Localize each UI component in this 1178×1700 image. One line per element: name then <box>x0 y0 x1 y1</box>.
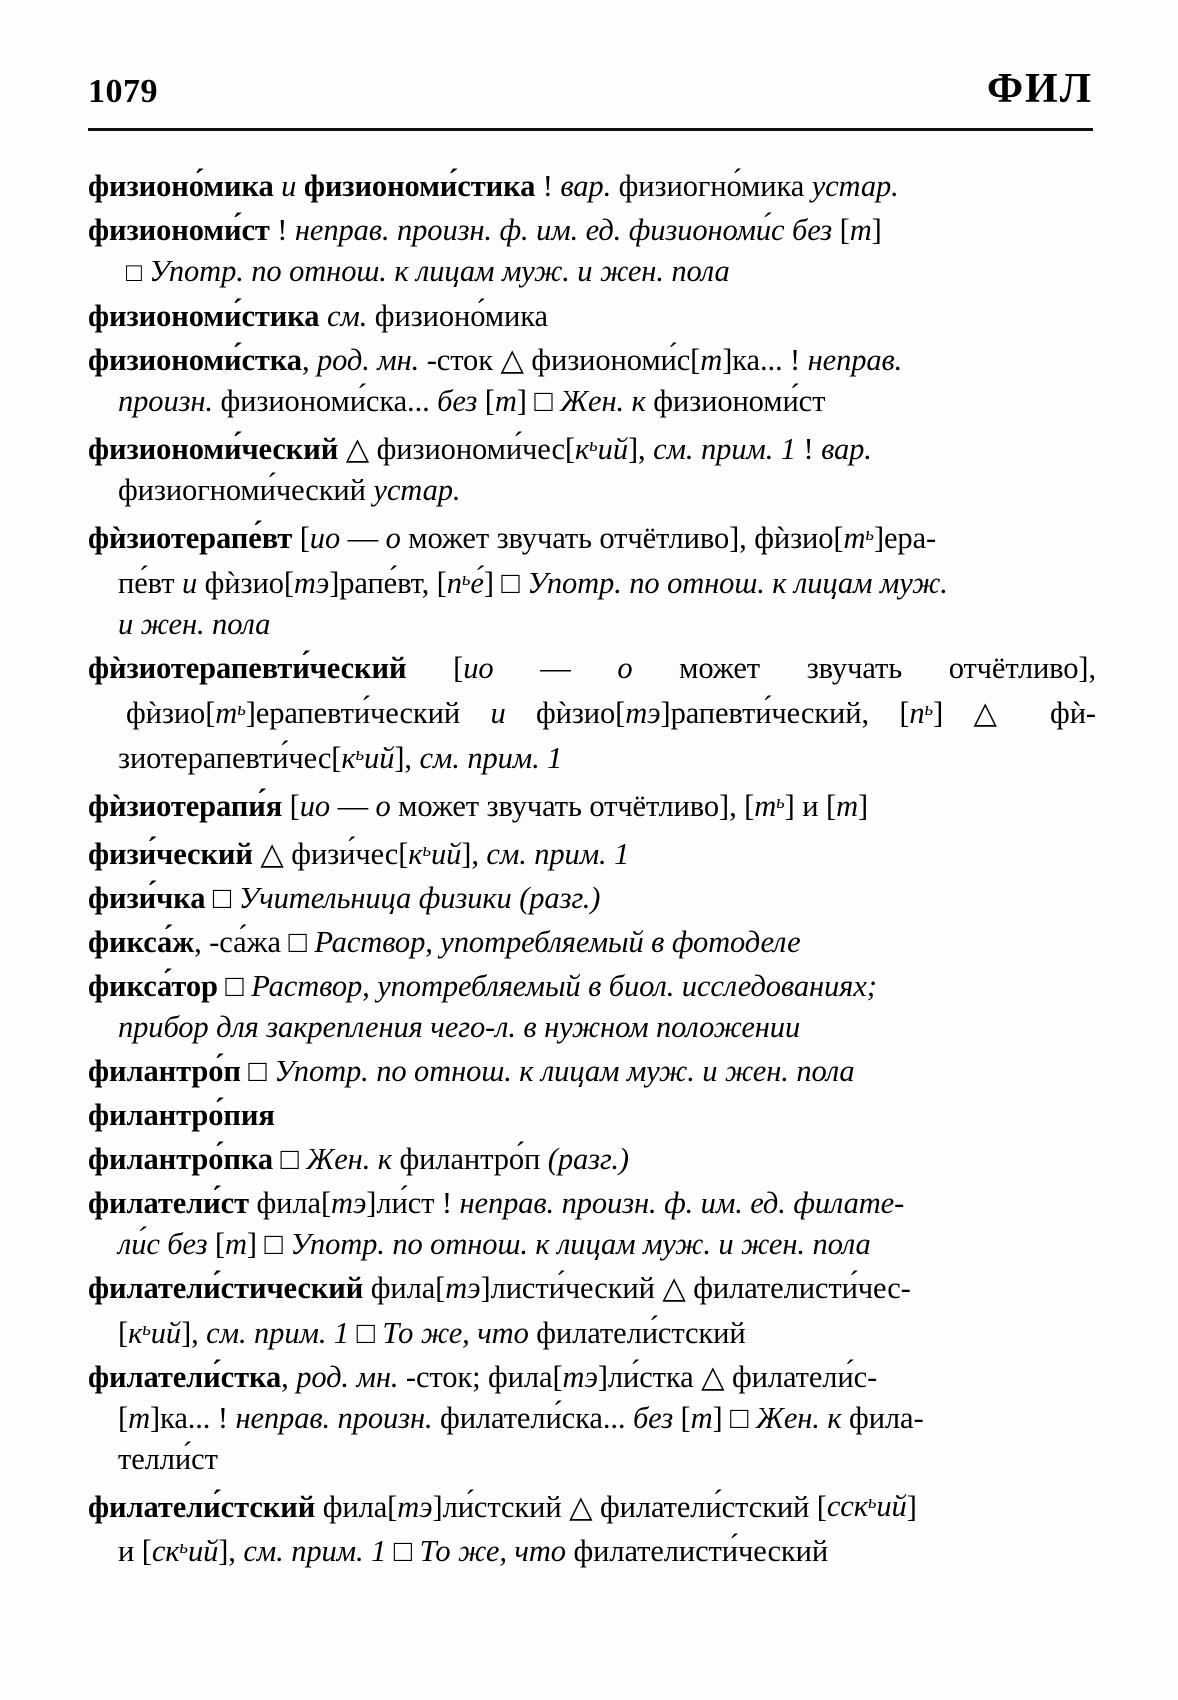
roman-text: фѝзио[ <box>505 695 626 730</box>
roman-text: , <box>281 1359 297 1394</box>
label-italic-text: и <box>281 169 297 203</box>
label-italic-text: неправ. произн. ф. им. ед. <box>459 1185 786 1220</box>
roman-text: ]ка... ! <box>150 1400 236 1435</box>
roman-text: ! <box>535 169 561 203</box>
roman-text: — <box>340 520 386 555</box>
headword-text: физиономи́стика <box>303 169 536 203</box>
entry-continuation-line <box>88 470 1096 511</box>
label-italic-text: о <box>617 650 633 685</box>
roman-text: фила[ <box>315 1489 398 1524</box>
entry-continuation-line <box>88 1007 1096 1048</box>
roman-text: , -са́жа □ <box>194 924 315 959</box>
headword-text: фикса́ж <box>88 924 195 959</box>
roman-text: фѝзио[ <box>126 695 216 730</box>
label-italic-text: неправ. произн. <box>235 1400 433 1435</box>
label-italic-text: см. <box>326 299 368 333</box>
entry-first-line <box>88 166 1096 207</box>
roman-text: ]ерапевти́ческий <box>245 695 491 730</box>
label-italic-text: т <box>700 343 723 377</box>
label-italic-text: без <box>632 1400 674 1435</box>
label-italic-text: физиономи́с <box>628 213 785 247</box>
entry-first-line <box>88 1357 1096 1398</box>
label-italic-text: $к^ьий$ <box>341 740 395 775</box>
headword-text: фикса́тор <box>88 968 218 1003</box>
entry-first-line <box>88 1095 1096 1136</box>
entry-first-line <box>88 1268 1096 1309</box>
roman-text: физиогно́мика <box>611 169 812 203</box>
label-italic-text: т <box>128 1400 150 1435</box>
label-italic-text: Жен. к <box>560 384 646 418</box>
roman-text: фила- <box>841 1400 924 1435</box>
label-italic-text: $т^ь$ <box>843 520 874 555</box>
entry-continuation-line <box>88 734 1096 779</box>
dictionary-entry <box>88 1139 1096 1180</box>
label-italic-text: неправ. произн. ф. им. ед. <box>294 213 622 247</box>
label-italic-text: устар. <box>811 169 899 203</box>
label-italic-text: ли́с без <box>118 1226 208 1261</box>
roman-text: ]ли́стский △ филатели́стский [ <box>432 1489 827 1524</box>
roman-text: — <box>330 788 376 823</box>
headword-text: физи́чка <box>88 880 206 915</box>
headword-text: филатели́ст <box>88 1185 249 1220</box>
roman-text: физиономи́ска... <box>212 384 438 418</box>
label-italic-text: $п^ье́$ <box>446 565 484 600</box>
roman-text: ], <box>394 740 420 775</box>
roman-text: — <box>493 650 618 685</box>
label-italic-text: и <box>181 565 198 600</box>
roman-text: ] □ <box>483 565 528 600</box>
label-italic-text: вар. <box>560 169 612 203</box>
label-italic-text: т <box>690 1400 713 1435</box>
label-italic-text: $п^ь$ <box>909 695 934 730</box>
label-italic-text: тэ <box>562 1359 598 1394</box>
label-italic-text: Раствор, употребляемый в фотоделе <box>314 924 801 959</box>
label-italic-text: тэ <box>397 1489 433 1524</box>
roman-text: □ <box>349 1315 383 1350</box>
dictionary-entry <box>88 1268 1096 1354</box>
roman-text: и [ <box>118 1534 152 1569</box>
roman-text: ], <box>218 1534 244 1569</box>
headword-text: физиономи́стка <box>88 343 302 377</box>
entry-first-line <box>88 782 1096 827</box>
headword-text: физи́ческий <box>88 836 253 871</box>
entry-first-line <box>88 1483 1096 1528</box>
dictionary-entry <box>88 878 1096 919</box>
entry-first-line <box>88 922 1096 963</box>
headword-text: физиономи́стика <box>88 299 320 333</box>
label-italic-text: тэ <box>331 1185 367 1220</box>
headword-text: филатели́стский <box>88 1489 316 1524</box>
roman-text: [ <box>477 384 495 418</box>
label-italic-text: и <box>490 695 506 730</box>
roman-text: зиотерапевти́чес[ <box>118 740 342 775</box>
roman-text: телли́ст <box>118 1441 218 1476</box>
roman-text: ]листи́ческий △ филателисти́чес- <box>480 1270 911 1305</box>
guide-word: ФИЛ <box>986 66 1093 112</box>
label-italic-text: $к^ьий$ <box>408 836 462 871</box>
roman-text: ] △ фѝ- <box>933 695 1096 730</box>
label-italic-text: То же, что <box>382 1315 529 1350</box>
roman-text: физиономи́ст <box>645 384 826 418</box>
label-italic-text: см. прим. 1 <box>653 431 796 466</box>
entry-first-line <box>88 425 1096 470</box>
running-head <box>88 66 1093 126</box>
roman-text: ], <box>181 1315 207 1350</box>
label-italic-text: тэ <box>625 695 661 730</box>
roman-text: ] □ <box>246 1226 291 1261</box>
roman-text: [ <box>673 1400 691 1435</box>
dictionary-entry <box>88 922 1096 963</box>
entry-list <box>88 166 1096 1575</box>
entry-first-line <box>88 878 1096 919</box>
roman-text: [ <box>406 650 464 685</box>
entry-first-line <box>88 340 1096 381</box>
roman-text: может звучать отчётливо], [ <box>390 788 755 823</box>
entry-first-line <box>88 1139 1096 1180</box>
roman-text: может звучать отчётливо], фѝзио[ <box>400 520 844 555</box>
label-italic-text: т <box>494 384 517 418</box>
header-rule <box>88 128 1093 131</box>
roman-text: [ <box>292 520 310 555</box>
dictionary-entry <box>88 782 1096 827</box>
label-italic-text: вар. <box>821 431 872 466</box>
dictionary-entry <box>88 296 1096 337</box>
entry-continuation-line <box>88 1309 1096 1354</box>
entry-first-line <box>88 1183 1096 1224</box>
entry-continuation-line <box>88 251 1096 293</box>
dictionary-entry <box>88 1483 1096 1573</box>
label-italic-text: $т^ь$ <box>215 695 246 730</box>
dictionary-entry <box>88 1095 1096 1136</box>
meaning-marker-icon: □ <box>126 258 142 287</box>
roman-text: фѝзио[ <box>197 565 294 600</box>
label-italic-text: $к^ьий$ <box>128 1315 182 1350</box>
roman-text: ] <box>858 788 869 823</box>
entry-first-line <box>88 648 1096 689</box>
roman-text: [ <box>207 1226 225 1261</box>
entry-continuation-line <box>88 559 1096 604</box>
roman-text: [ <box>282 788 300 823</box>
entry-first-line <box>88 1051 1096 1092</box>
roman-text: пе́вт <box>118 565 182 600</box>
roman-text: , <box>301 343 317 377</box>
label-italic-text: о <box>375 788 391 823</box>
roman-text: ]ера- <box>873 520 937 555</box>
roman-text: ]ка... ! <box>722 343 808 377</box>
label-italic-text: Жен. к <box>755 1400 842 1435</box>
roman-text: фила[ <box>363 1270 446 1305</box>
label-italic-text: о <box>385 520 401 555</box>
roman-text: □ <box>217 968 252 1003</box>
entry-first-line <box>88 210 1096 251</box>
page-number: 1079 <box>88 73 158 110</box>
roman-text: ], <box>461 836 487 871</box>
roman-text: ]ли́стка △ филатели́с- <box>597 1359 878 1394</box>
roman-text: -сток; фила[ <box>398 1359 563 1394</box>
entry-continuation-line <box>88 1224 1096 1265</box>
label-italic-text: (разг.) <box>547 1141 629 1176</box>
roman-text <box>296 169 304 203</box>
label-italic-text: тэ <box>445 1270 481 1305</box>
entry-first-line <box>88 830 1096 875</box>
headword-text: фѝзиотерапевти́ческий <box>88 650 407 685</box>
headword-text: филатели́стический <box>88 1270 364 1305</box>
label-italic-text: ио <box>463 650 494 685</box>
label-italic-text: $к^ьий$ <box>574 431 628 466</box>
label-italic-text: Раствор, употребляемый в биол. исследованиях; <box>251 968 877 1003</box>
headword-text: филатели́стка <box>88 1359 282 1394</box>
label-italic-text: см. прим. 1 <box>243 1534 387 1569</box>
label-italic-text: То же, что <box>419 1534 566 1569</box>
label-italic-text: $ск^ьий$ <box>151 1534 219 1569</box>
entry-first-line <box>88 514 1096 559</box>
label-italic-text: ио <box>299 788 331 823</box>
roman-text: фила[ <box>248 1185 332 1220</box>
roman-text: ] □ <box>712 1400 756 1435</box>
roman-text: филантро́п <box>391 1141 548 1176</box>
label-italic-text: произн. <box>118 384 213 418</box>
roman-text: ]рапе́вт, [ <box>329 565 447 600</box>
roman-text: ! <box>795 431 822 466</box>
label-italic-text: см. прим. 1 <box>419 740 563 775</box>
dictionary-entry <box>88 966 1096 1048</box>
label-italic-text: неправ. <box>807 343 903 377</box>
dictionary-entry <box>88 425 1096 511</box>
label-italic-text: и жен. пола <box>118 606 271 641</box>
entry-continuation-line <box>88 1398 1096 1439</box>
entry-continuation-line <box>88 604 1096 645</box>
label-italic-text: Жен. к <box>306 1141 392 1176</box>
roman-text: [ <box>118 1315 129 1350</box>
headword-text: филантро́п <box>88 1053 241 1088</box>
dictionary-entry <box>88 1183 1096 1265</box>
roman-text: ] <box>906 1489 917 1524</box>
dictionary-entry <box>88 210 1096 293</box>
roman-text: △ физи́чес[ <box>252 836 409 871</box>
label-italic-text: сск$^ь$ий <box>826 1489 907 1524</box>
roman-text: ] <box>871 213 882 247</box>
label-italic-text: т <box>224 1226 247 1261</box>
label-italic-text: $т^ь$ <box>754 788 785 823</box>
label-italic-text: см. прим. 1 <box>206 1315 350 1350</box>
headword-text: фѝзиотерапе́вт <box>88 520 293 555</box>
label-italic-text: тэ <box>293 565 330 600</box>
dictionary-entry <box>88 648 1096 779</box>
roman-text: ! <box>269 213 295 247</box>
label-italic-text: род. мн. <box>296 1359 399 1394</box>
label-italic-text: Употр. по отнош. к лицам муж. и жен. пола <box>274 1053 855 1088</box>
headword-text: физиономи́ческий <box>88 431 339 466</box>
roman-text: [ <box>832 213 850 247</box>
roman-text: ]рапевти́ческий, [ <box>660 695 910 730</box>
label-italic-text: ио <box>309 520 341 555</box>
entry-continuation-line <box>88 381 1096 422</box>
dictionary-entry <box>88 340 1096 422</box>
entry-first-line <box>88 966 1096 1007</box>
label-italic-text: прибор для закрепления чего-л. в нужном положении <box>118 1009 801 1044</box>
label-italic-text: см. прим. 1 <box>486 836 630 871</box>
entry-continuation-line <box>88 1439 1096 1480</box>
headword-text: физиономи́ст <box>88 213 270 247</box>
roman-text: ], <box>627 431 654 466</box>
label-italic-text: Употр. по отнош. к лицам муж. <box>527 565 948 600</box>
roman-text: ] □ <box>516 384 561 418</box>
label-italic-text: род. мн. <box>317 343 420 377</box>
headword-text: физионо́мика <box>88 169 274 203</box>
dictionary-entry <box>88 1357 1096 1480</box>
roman-text: □ <box>386 1534 420 1569</box>
roman-text: может звучать отчётливо], <box>632 650 1096 685</box>
roman-text <box>785 213 793 247</box>
roman-text: □ <box>240 1053 275 1088</box>
roman-text: □ <box>273 1141 307 1176</box>
roman-text <box>319 299 327 333</box>
headword-text: филантро́пия <box>88 1097 275 1132</box>
label-italic-text: устар. <box>373 472 461 507</box>
dictionary-entry <box>88 830 1096 875</box>
roman-text: □ <box>205 880 239 915</box>
label-italic-text: филате- <box>793 1185 905 1220</box>
label-italic-text: т <box>836 788 858 823</box>
dictionary-entry <box>88 514 1096 645</box>
roman-text: филатели́стский <box>528 1315 746 1350</box>
label-italic-text: т <box>849 213 872 247</box>
headword-text: филантро́пка <box>88 1141 274 1176</box>
roman-text <box>621 213 629 247</box>
label-italic-text: Употр. по отнош. к лицам муж. и жен. пола <box>290 1226 871 1261</box>
label-italic-text: без <box>437 384 478 418</box>
headword-text: фѝзиотерапи́я <box>88 788 283 823</box>
roman-text: филателисти́ческий <box>565 1534 829 1569</box>
label-italic-text: без <box>792 213 833 247</box>
entry-first-line <box>88 296 1096 337</box>
label-italic-text: Учительница физики (разг.) <box>238 880 601 915</box>
roman-text <box>274 169 282 203</box>
entry-continuation-line <box>88 689 1096 734</box>
roman-text: ] и [ <box>784 788 837 823</box>
dictionary-entry <box>88 166 1096 207</box>
entry-continuation-line <box>88 1527 1096 1572</box>
roman-text: △ физиономи́чес[ <box>338 431 575 466</box>
roman-text: физиогноми́ческий <box>118 472 374 507</box>
roman-text: филатели́ска... <box>432 1400 633 1435</box>
roman-text: физионо́мика <box>367 299 548 333</box>
label-italic-text: Употр. по отнош. к лицам муж. и жен. пола <box>149 254 730 288</box>
roman-text: -сток △ физиономи́с[ <box>419 343 701 377</box>
dictionary-entry <box>88 1051 1096 1092</box>
roman-text: ]ли́ст ! <box>366 1185 460 1220</box>
roman-text: [ <box>118 1400 129 1435</box>
